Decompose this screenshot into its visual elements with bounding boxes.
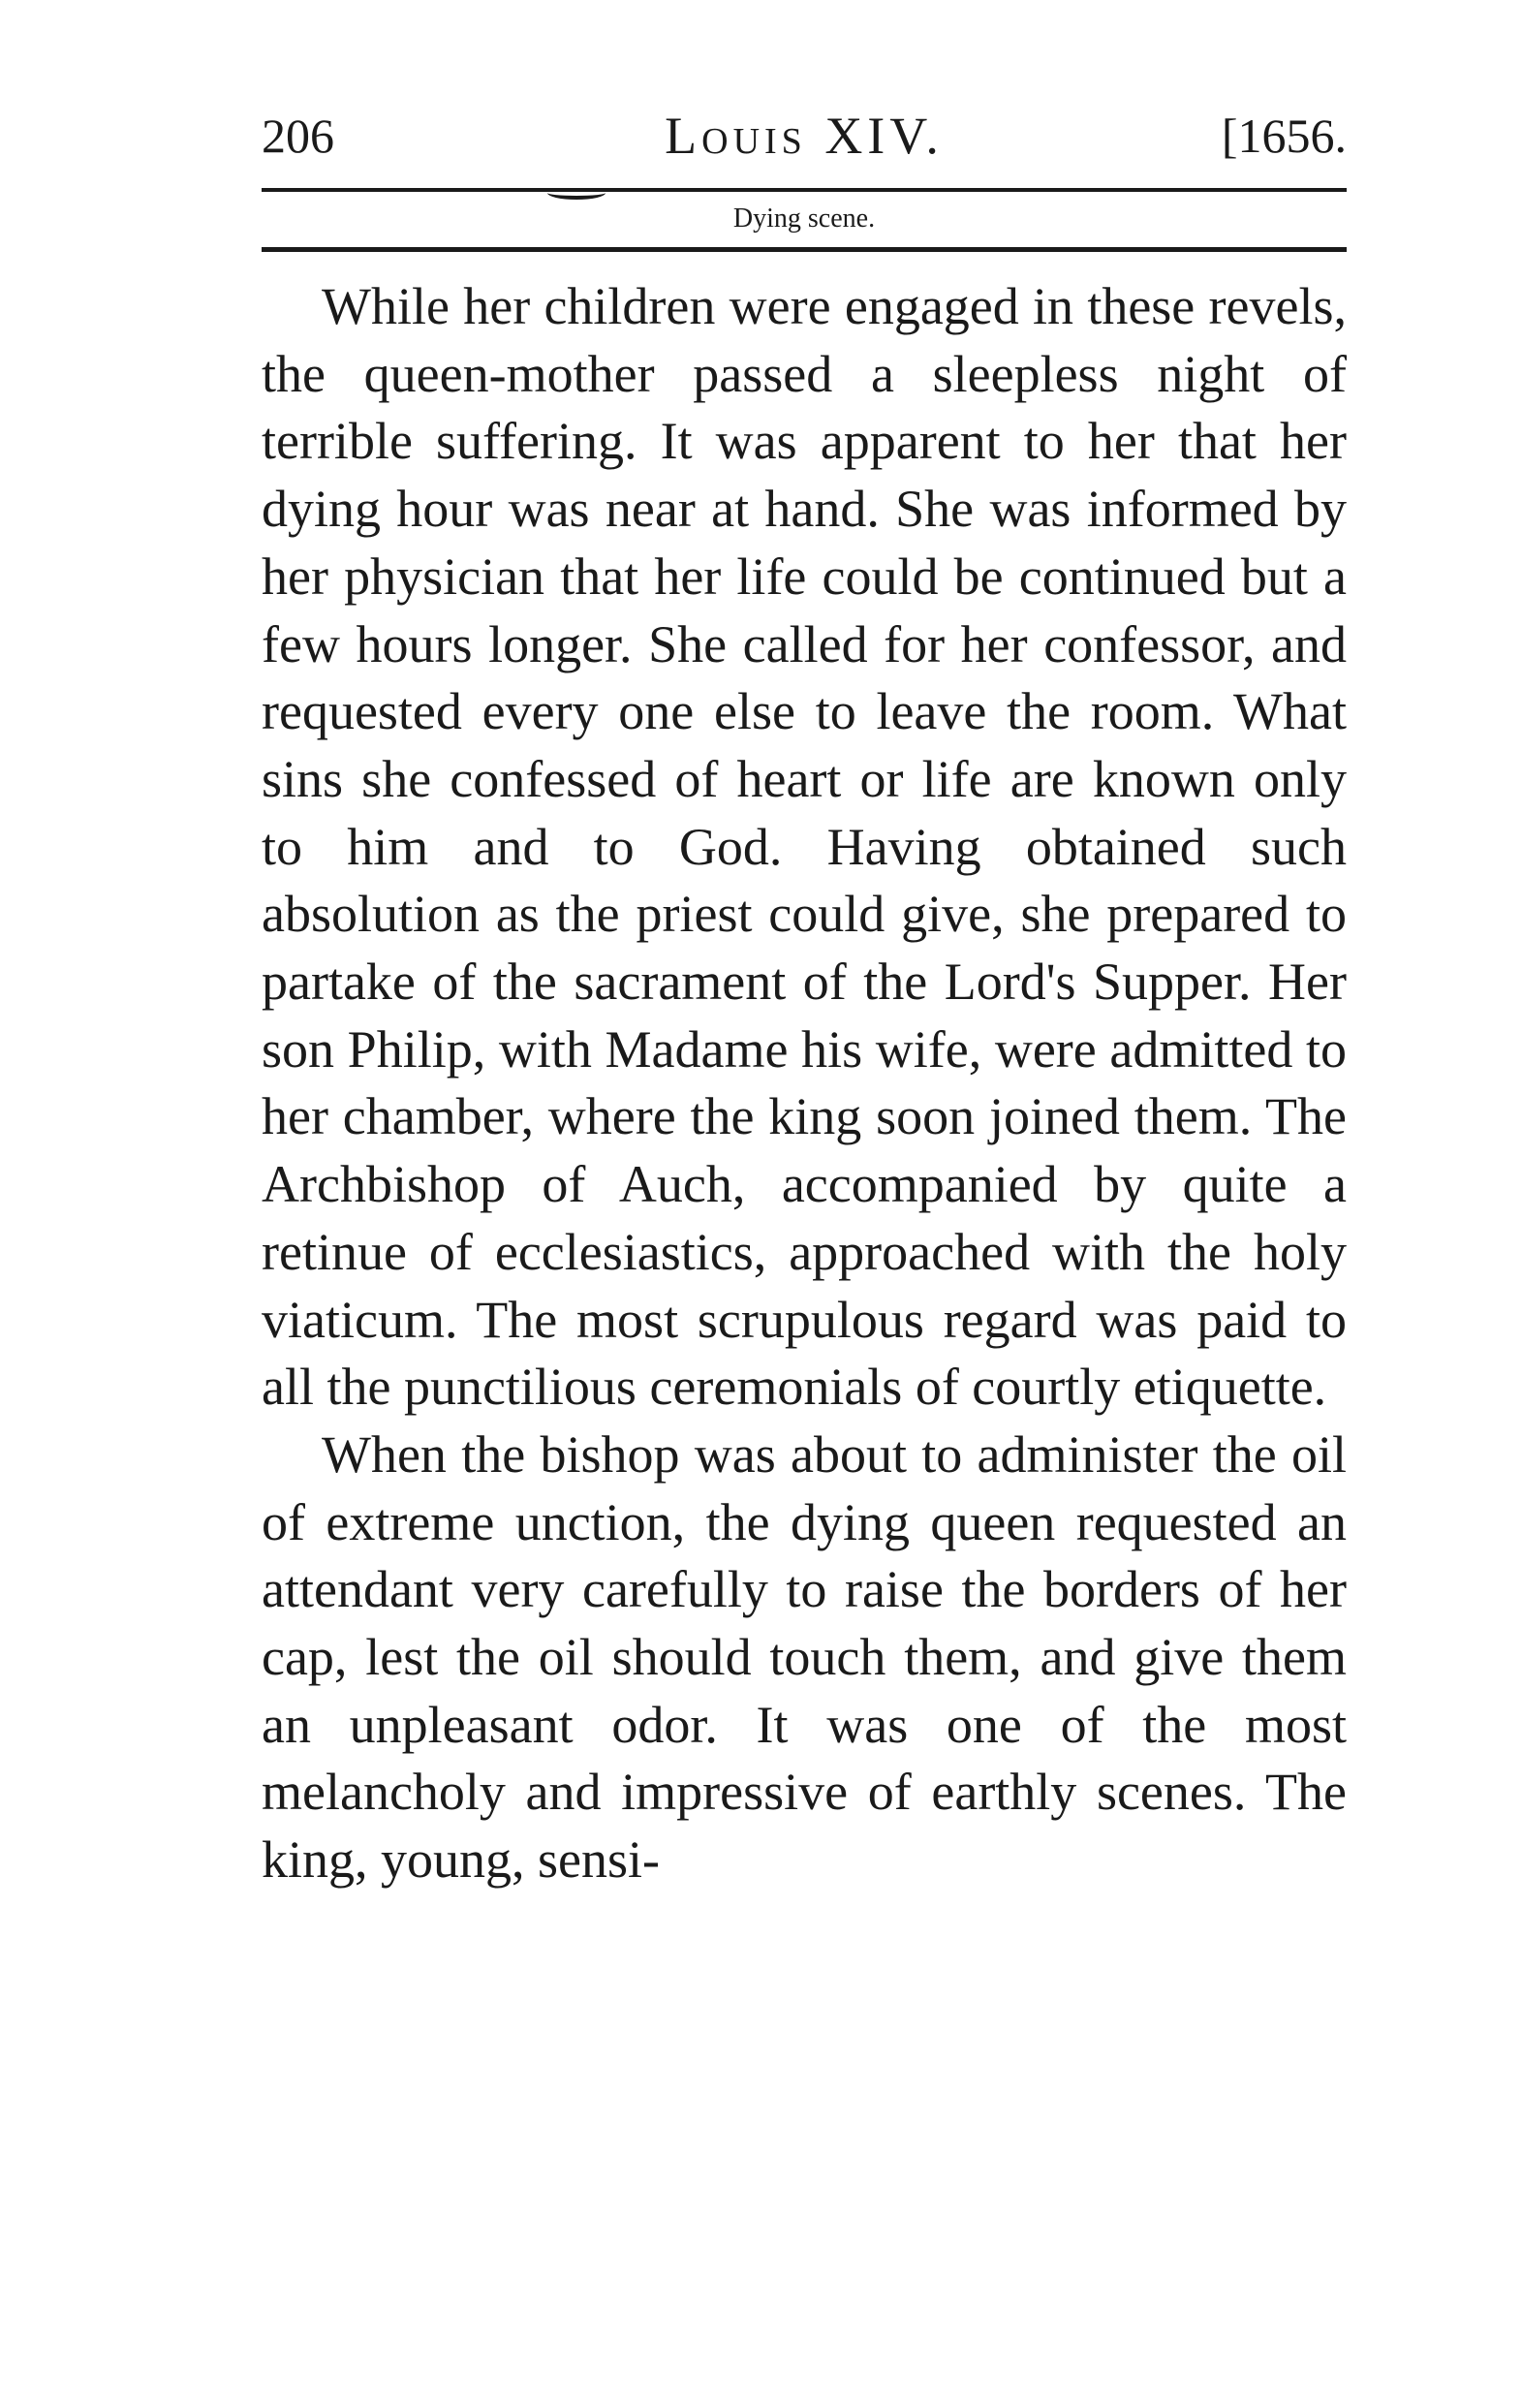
page-number: 206 (262, 109, 334, 163)
running-title: Louis XIV. (665, 107, 944, 165)
page-header (262, 102, 1347, 170)
header-year: [1656. (1221, 109, 1347, 163)
body-text (262, 273, 1347, 1894)
paragraph: When the bishop was about to administer the oil of extreme unction, the dying queen requested an attendant very carefully to raise the borders of her cap, lest the oil should touch them, and give them an unpleasant odor. It was one of the most melancholy and impressive of earthly scenes. The king, young, sensi- (262, 1424, 1347, 1890)
header-rule-top (262, 188, 1347, 192)
section-subtitle: Dying scene. (732, 203, 876, 234)
header-rule-ornament (547, 186, 606, 200)
paragraph: While her children were engaged in these revels, the queen-mother passed a sleepless night of terrible suffering. It was apparent to her that her dying hour was near at hand. She was informed by her physician that her life could be continued but a few hours longer. She called for her confessor, and requested every one else to leave the room. What sins she confessed of heart or life are known only to him and to God. Having obtained such absolution as the priest could give, she prepared to partake of the sacrament of the Lord's Supper. Her son Philip, with Madame his wife, were admitted to her chamber, where the king soon joined them. The Archbishop of Auch, accompanied by quite a retinue of ecclesiastics, approached with the holy viaticum. The most scrupulous regard was paid to all the punctilious ceremonials of courtly etiquette. (262, 277, 1347, 1417)
header-rule-bottom (262, 247, 1347, 252)
